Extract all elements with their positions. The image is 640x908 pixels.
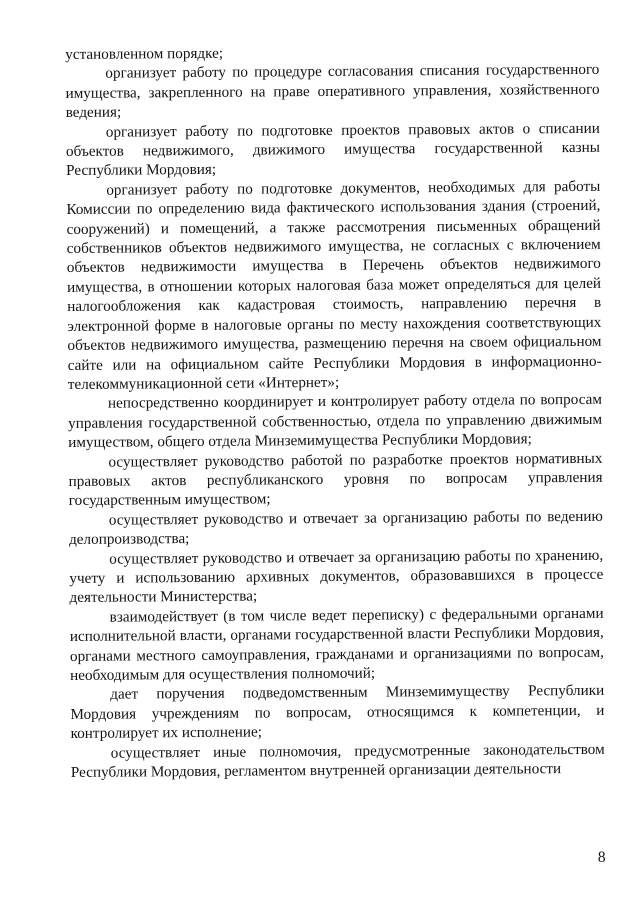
paragraph-records-management: осуществляет руководство и отвечает за организацию работы по ведению делопроизводства; bbox=[68, 507, 603, 549]
paragraph-write-off-acts: организует работу по подготовке проектов правовых актов о списании объектов недвижимого, движимого имущества государственной казны Республики Мордовия; bbox=[65, 119, 601, 180]
paragraph-normative-acts: осуществляет руководство работой по разработке проектов нормативных правовых актов республиканского уровня по вопросам управления государственным имуществом; bbox=[68, 449, 603, 510]
paragraph-coordination: непосредственно координирует и контролирует работу отдела по вопросам управления государственной собственностью, отдела по управлению движимым имуществом, общего отдела Минземимущества Республики Мордовия; bbox=[68, 391, 603, 452]
paragraph-continuation: установленном порядке; bbox=[65, 44, 224, 63]
paragraph-write-off-approval: организует работу по процедуре согласования списания государственного имущества, закрепленного на праве оперативного управления, хозяйственного ведения; bbox=[65, 61, 600, 122]
paragraph-instructions: дает поручения подведомственным Минземимуществу Республики Мордовия учреждениям по вопросам, относящимся к компетенции, и контролирует их исполнение; bbox=[70, 682, 605, 743]
paragraph-other-powers: осуществляет иные полномочия, предусмотренные законодательством Республики Мордовия, регламентом внутренней организации деятельности bbox=[70, 740, 605, 781]
paragraph-commission-documents: организует работу по подготовке документов, необходимых для работы Комиссии по определению вида фактического использования здания (строений, сооружений) и помещений, а также рассмотрения письменных обращений собственников объектов недвижимого имущества, не согласных с включением объектов недвижимости имущества в Перечень объектов недвижимого имущества, в отношении которых налоговая база может определяться для целей налогообложения как кадастровая стоимость, направлению перечня в электронной форме в налоговые органы по месту нахождения соответствующих объектов недвижимого имущества, размещению перечня на своем официальном сайте или на официальном сайте Республики Мордовия в информационно-телекоммуникационной сети «Интернет»; bbox=[66, 177, 602, 393]
page-number: 8 bbox=[597, 848, 606, 866]
paragraph-archives: осуществляет руководство и отвечает за организацию работы по хранению, учету и использованию архивных документов, образовавшихся в процессе деятельности Министерства; bbox=[69, 546, 604, 607]
paragraph-interaction: взаимодействует (в том числе ведет переписку) с федеральными органами исполнительной власти, органами государственной власти Республики Мордовия, органами местного самоуправления, гражданами и организациями по вопросам, необходимым для осуществления полномочий; bbox=[69, 604, 604, 684]
